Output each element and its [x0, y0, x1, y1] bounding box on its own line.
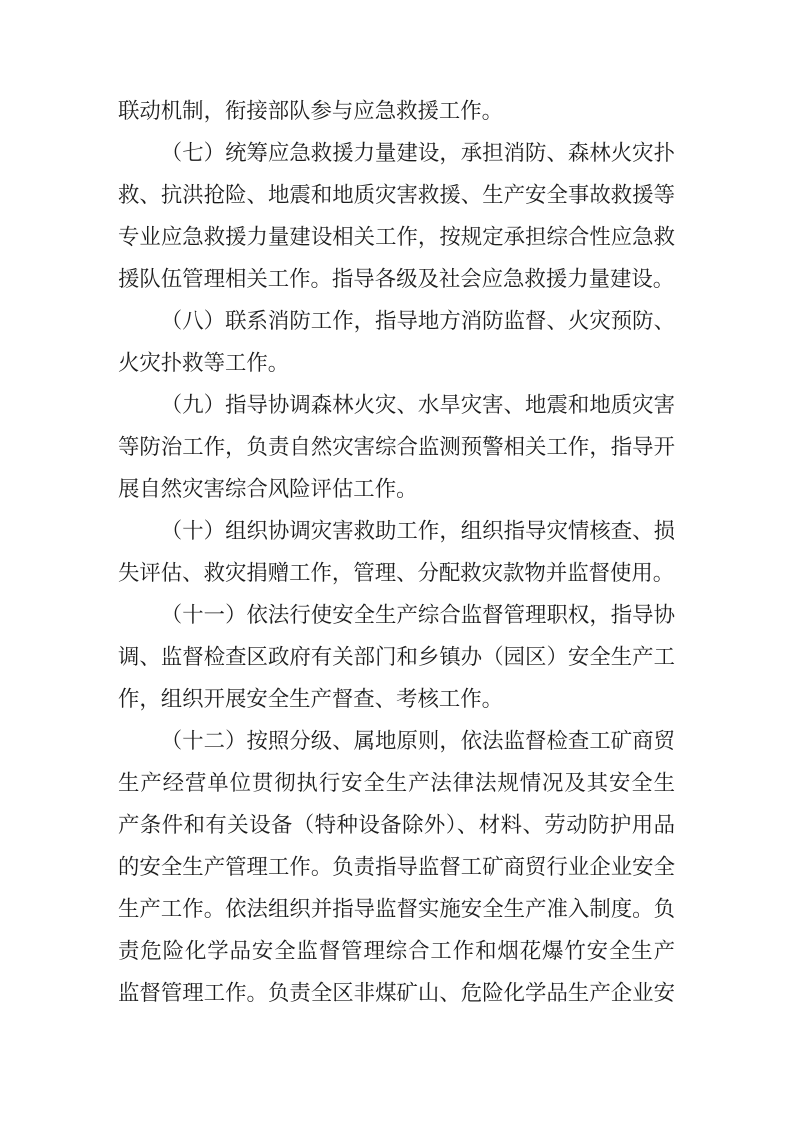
text-line: 监督管理工作。负责全区非煤矿山、危险化学品生产企业安: [118, 981, 675, 1005]
text-line: 生产工作。依法组织并指导监督实施安全生产准入制度。负: [118, 897, 675, 921]
paragraph: [118, 300, 675, 384]
text-line: 专业应急救援力量建设相关工作，按规定承担综合性应急救: [118, 225, 675, 249]
text-line: （八）联系消防工作，指导地方消防监督、火灾预防、: [160, 309, 675, 333]
paragraph: [118, 132, 675, 300]
paragraph: [118, 594, 675, 720]
document-body: [118, 90, 675, 1014]
text-line: 责危险化学品安全监督管理综合工作和烟花爆竹安全生产: [118, 939, 675, 963]
text-line: 调、监督检查区政府有关部门和乡镇办（园区）安全生产工: [118, 645, 675, 669]
text-line: 火灾扑救等工作。: [118, 351, 290, 375]
text-line: （七）统筹应急救援力量建设，承担消防、森林火灾扑: [160, 141, 675, 165]
text-line: 产条件和有关设备（特种设备除外）、材料、劳动防护用品: [118, 813, 675, 837]
text-line: （十二）按照分级、属地原则，依法监督检查工矿商贸: [160, 729, 675, 753]
text-line: 联动机制，衔接部队参与应急救援工作。: [118, 99, 504, 123]
text-line: 生产经营单位贯彻执行安全生产法律法规情况及其安全生: [118, 771, 675, 795]
text-line: 等防治工作，负责自然灾害综合监测预警相关工作，指导开: [118, 435, 675, 459]
text-line: （九）指导协调森林火灾、水旱灾害、地震和地质灾害: [160, 393, 675, 417]
paragraph: [118, 720, 675, 1014]
text-line: （十）组织协调灾害救助工作，组织指导灾情核查、损: [160, 519, 675, 543]
text-line: 的安全生产管理工作。负责指导监督工矿商贸行业企业安全: [118, 855, 675, 879]
text-line: 失评估、救灾捐赠工作，管理、分配救灾款物并监督使用。: [118, 561, 675, 585]
paragraph: [118, 384, 675, 510]
text-line: （十一）依法行使安全生产综合监督管理职权，指导协: [160, 603, 675, 627]
text-line: 援队伍管理相关工作。指导各级及社会应急救援力量建设。: [118, 267, 675, 291]
paragraph: [118, 90, 675, 132]
text-line: 作，组织开展安全生产督查、考核工作。: [118, 687, 504, 711]
paragraph: [118, 510, 675, 594]
text-line: 展自然灾害综合风险评估工作。: [118, 477, 418, 501]
text-line: 救、抗洪抢险、地震和地质灾害救援、生产安全事故救援等: [118, 183, 675, 207]
